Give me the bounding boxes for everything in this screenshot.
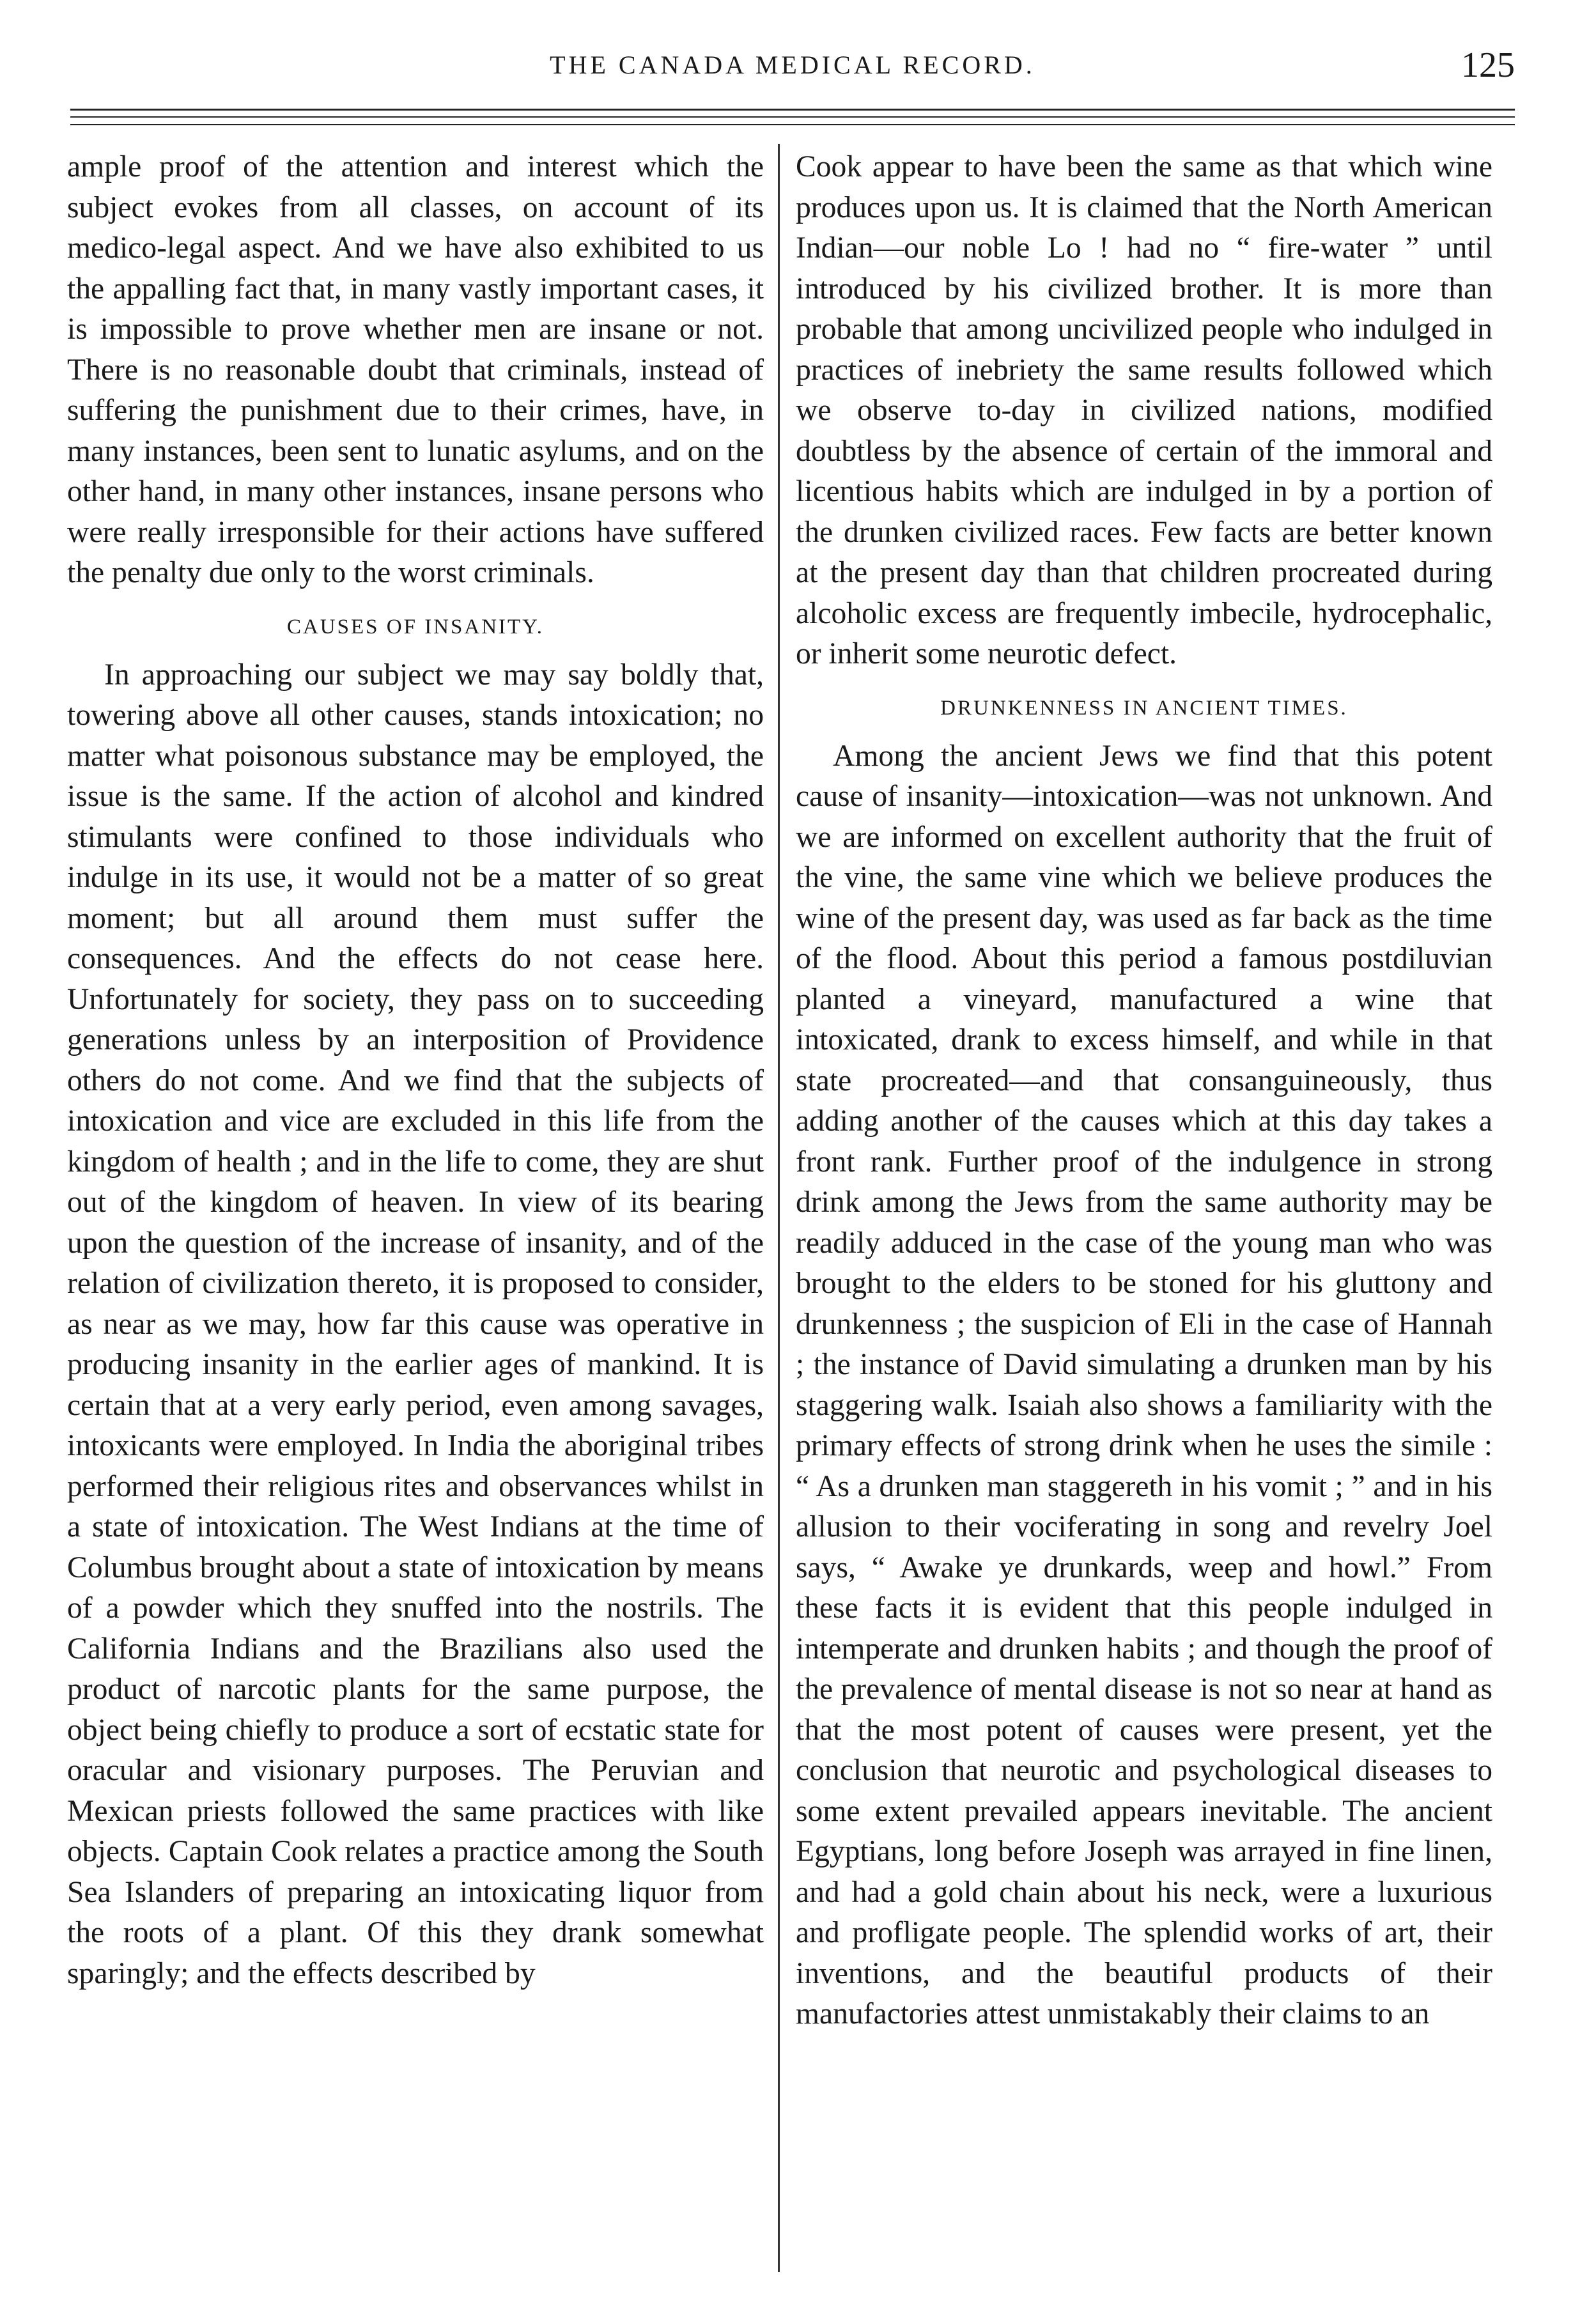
header-rule-middle — [70, 116, 1515, 118]
right-column — [796, 147, 1492, 2035]
right-paragraph-continued: Cook appear to have been the same as that which wine produces upon us. It is claimed that the North American Indian—our noble Lo ! had no “ fire-water ” until introduced by his civilized brother. It is more than probable that among uncivilized people who indulged in practices of inebriety the same results followed which we observe to-day in civilized nations, modified doubtless by the absence of certain of the immoral and licentious habits which are indulged in by a portion of the drunken civilized races. Few facts are better known at the present day than that children procreated during alcoholic excess are frequently imbecile, hydrocephalic, or inherit some neurotic defect. — [796, 150, 1492, 670]
right-paragraph-ancient-times: Among the ancient Jews we find that this potent cause of insanity—intoxication—was not unknown. And we are informed on excellent authority that the fruit of the vine, the same vine which we believe produces the wine of the present day, was used as far back as the time of the flood. About this period a famous postdiluvian planted a vineyard, manufactured a wine that intoxicated, drank to excess himself, and while in that state procreated—and that consanguineously, thus adding another of the causes which at this day takes a front rank. Further proof of the indulgence in strong drink among the Jews from the same authority may be readily adduced in the case of the young man who was brought to the elders to be stoned for his gluttony and drunkenness ; the suspicion of Eli in the case of Hannah ; the instance of David simulating a drunken man by his staggering walk. Isaiah also shows a familiarity with the primary effects of strong drink when he uses the simile : “ As a drunken man staggereth in his vomit ; ” and in his allusion to their vociferating in song and revelry Joel says, “ Awake ye drunkards, weep and howl.” From these facts it is evident that this people indulged in intemperate and drunken habits ; and though the proof of the prevalence of mental disease is not so near at hand as that the most potent of causes were present, yet the conclusion that neurotic and psychological diseases to some extent prevailed appears inevitable. The ancient Egyptians, long before Joseph was arrayed in fine linen, and had a gold chain about his neck, were a luxurious and profligate people. The splendid works of art, their inventions, and the beautiful products of their manufactories attest unmistakably their claims to an — [796, 739, 1492, 2030]
left-column — [67, 147, 764, 1994]
section-heading-drunkenness-in-ancient-times: DRUNKENNESS IN ANCIENT TIMES. — [940, 696, 1348, 720]
header-rule-top — [70, 109, 1515, 111]
column-divider — [778, 144, 780, 2272]
section-heading-causes-of-insanity: CAUSES OF INSANITY. — [286, 615, 545, 638]
left-paragraph-causes: In approaching our subject we may say boldly that, towering above all other causes, stands intoxication; no matter what poisonous substance may be employed, the issue is the same. If the action of alcohol and kindred stimulants were confined to those individuals who indulge in its use, it would not be a matter of so great moment; but all around them must suffer the consequences. And the effects do not cease here. Unfortunately for society, they pass on to succeeding generations unless by an interposition of Providence others do not come. And we find that the subjects of intoxication and vice are excluded in this life from the kingdom of health ; and in the life to come, they are shut out of the kingdom of heaven. In view of its bearing upon the question of the increase of insanity, and of the relation of civilization thereto, it is proposed to consider, as near as we may, how far this cause was operative in producing insanity in the earlier ages of mankind. It is certain that at a very early period, even among savages, intoxicants were employed. In India the aboriginal tribes performed their religious rites and observances whilst in a state of intoxication. The West Indians at the time of Columbus brought about a state of intoxication by means of a powder which they snuffed into the nostrils. The California Indians and the Brazilians also used the product of narcotic plants for the same purpose, the object being chiefly to produce a sort of ecstatic state for oracular and visionary purposes. The Peruvian and Mexican priests followed the same practices with like objects. Captain Cook relates a practice among the South Sea Islanders of preparing an intoxicating liquor from the roots of a plant. Of this they drank somewhat sparingly; and the effects described by — [67, 658, 764, 1990]
header-rule-bottom — [70, 124, 1515, 125]
left-paragraph-continued: ample proof of the attention and interest which the subject evokes from all classes, on account of its medico-legal aspect. And we have also exhibited to us the appalling fact that, in many vastly important cases, it is impossible to prove whether men are insane or not. There is no reasonable doubt that criminals, instead of suffering the punishment due to their crimes, have, in many instances, been sent to lunatic asylums, and on the other hand, in many other instances, insane persons who were really irresponsible for their actions have suffered the penalty due only to the worst criminals. — [67, 150, 764, 589]
journal-title: THE CANADA MEDICAL RECORD. — [550, 50, 1035, 79]
running-head — [70, 45, 1515, 89]
page-number: 125 — [1461, 45, 1515, 85]
